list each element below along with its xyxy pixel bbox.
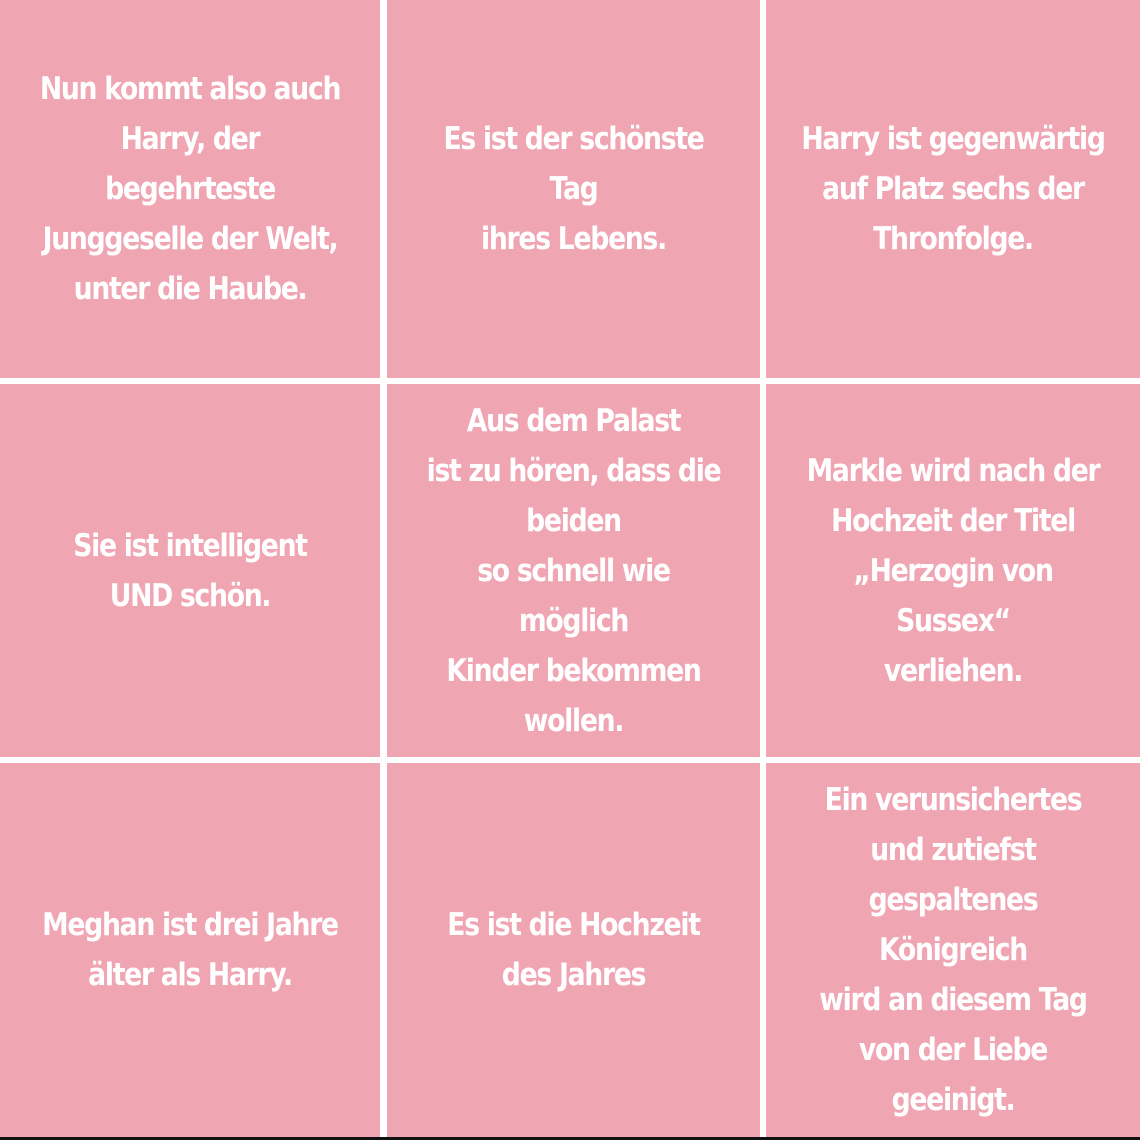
tile-7-text: Meghan ist drei Jahre älter als Harry.	[42, 907, 338, 993]
tile-2-text: Es ist der schönste Tag ihres Lebens.	[443, 121, 704, 257]
tile-9[interactable]	[766, 763, 1140, 1137]
tile-4-text: Sie ist intelligent UND schön.	[73, 527, 307, 614]
tile-5-text: Aus dem Palast ist zu hören, dass die beiden so schnell wie möglich Kinder bekommen wollen.	[426, 402, 721, 739]
tile-3-text: Harry ist gegenwärtig auf Platz sechs der Thronfolge.	[801, 121, 1105, 257]
tile-6-text: Markle wird nach der Hochzeit der Titel „Herzogin von Sussex“ verliehen.	[806, 452, 1100, 689]
tile-5[interactable]	[387, 384, 760, 757]
tile-4[interactable]	[0, 384, 380, 757]
tile-9-text: Ein verunsichertes und zutiefst gespaltenes Königreich wird an diesem Tag von der Liebe geeinigt.	[819, 782, 1087, 1118]
tile-6[interactable]	[766, 384, 1140, 757]
tile-7[interactable]	[0, 763, 380, 1137]
tile-2[interactable]	[387, 0, 760, 378]
tile-3[interactable]	[766, 0, 1140, 378]
tile-8-text: Es ist die Hochzeit des Jahres	[447, 907, 700, 993]
tile-8[interactable]	[387, 763, 760, 1137]
tile-1[interactable]	[0, 0, 380, 378]
tile-1-text: Nun kommt also auch Harry, der begehrteste Junggeselle der Welt, unter die Haube.	[39, 71, 341, 307]
